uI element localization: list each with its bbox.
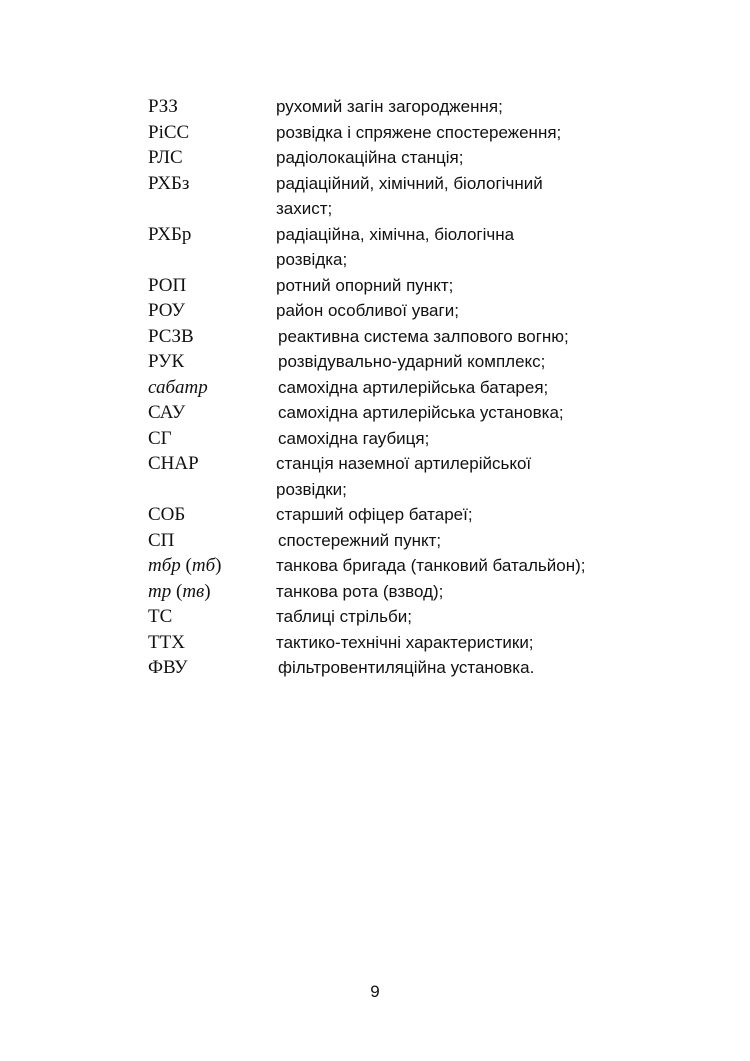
abbreviation-entry bbox=[148, 375, 708, 401]
abbreviation-entry bbox=[148, 120, 708, 146]
abbreviation-term: СНАР bbox=[148, 453, 199, 474]
abbreviation-entry bbox=[148, 349, 708, 375]
abbreviation-entry bbox=[148, 451, 708, 502]
abbreviation-entry bbox=[148, 426, 708, 452]
abbreviation-term bbox=[148, 553, 276, 579]
abbreviation-entry bbox=[148, 298, 708, 324]
abbreviation-paren-open: ( bbox=[180, 555, 192, 576]
abbreviation-definition bbox=[276, 349, 708, 375]
page-number: 9 bbox=[370, 982, 380, 1001]
definition-line: самохідна артилерійська установка; bbox=[278, 403, 564, 422]
definition-line: радіаційна, хімічна, біологічна bbox=[276, 224, 515, 244]
abbreviation-entry bbox=[148, 222, 708, 273]
abbreviation-entry bbox=[148, 145, 708, 171]
abbreviation-paren-close: ) bbox=[215, 555, 222, 576]
abbreviation-term: РОУ bbox=[148, 300, 185, 321]
abbreviation-entry bbox=[148, 502, 708, 528]
definition-line: рухомий загін загородження; bbox=[276, 97, 503, 116]
abbreviation-italic-text: сабатр bbox=[148, 376, 208, 398]
abbreviation-term: РіСС bbox=[148, 121, 190, 143]
definition-line: захист; bbox=[276, 199, 333, 218]
abbreviation-entry bbox=[148, 324, 708, 350]
abbreviation-definition bbox=[276, 145, 708, 171]
abbreviation-term: РЗЗ bbox=[148, 96, 178, 117]
abbreviation-definition bbox=[276, 120, 708, 146]
abbreviation-definition bbox=[276, 222, 708, 273]
abbreviation-entry bbox=[148, 655, 708, 681]
definition-line: тактико-технічні характеристики; bbox=[276, 632, 534, 652]
definition-line: танкова бригада (танковий батальйон); bbox=[276, 556, 586, 575]
abbreviation-definition bbox=[276, 630, 708, 656]
abbreviation-entry bbox=[148, 273, 708, 299]
definition-line: старший офіцер батареї; bbox=[276, 505, 473, 524]
abbreviation-entry bbox=[148, 171, 708, 222]
definition-line: таблиці стрільби; bbox=[276, 607, 412, 626]
abbreviation-paren-close: ) bbox=[204, 580, 211, 602]
definition-line: фільтровентиляційна установка. bbox=[278, 658, 535, 677]
abbreviation-entry bbox=[148, 630, 708, 656]
abbreviation-term bbox=[148, 375, 276, 401]
abbreviation-term: РЛС bbox=[148, 147, 183, 168]
definition-line: спостережний пункт; bbox=[278, 530, 442, 550]
abbreviation-definition bbox=[276, 324, 708, 350]
definition-line: розвідувально-ударний комплекс; bbox=[278, 352, 546, 371]
abbreviation-term: ТС bbox=[148, 606, 173, 627]
definition-line: ротний опорний пункт; bbox=[276, 275, 454, 295]
abbreviation-definition bbox=[276, 426, 708, 452]
abbreviation-term: ФВУ bbox=[148, 657, 188, 678]
definition-line: самохідна артилерійська батарея; bbox=[278, 377, 549, 397]
abbreviation-definition bbox=[276, 604, 708, 630]
abbreviation-definition bbox=[276, 451, 708, 502]
abbreviation-definition bbox=[276, 579, 708, 605]
abbreviation-term: РСЗВ bbox=[148, 325, 194, 347]
definition-line: станція наземної артилерійської bbox=[276, 454, 532, 473]
definition-line: район особливої уваги; bbox=[276, 301, 459, 320]
definition-line: розвідка і спряжене спостереження; bbox=[276, 122, 562, 142]
abbreviation-italic-text: тв bbox=[182, 580, 205, 602]
abbreviation-term: СОБ bbox=[148, 504, 186, 525]
abbreviation-entry bbox=[148, 94, 708, 120]
abbreviation-term: ТТХ bbox=[148, 631, 185, 653]
definition-line: реактивна система залпового вогню; bbox=[278, 326, 569, 346]
definition-line: розвідка; bbox=[276, 250, 348, 269]
abbreviation-italic-text: тбр bbox=[148, 555, 181, 576]
abbreviation-list bbox=[148, 94, 708, 681]
abbreviation-italic-text: тр bbox=[148, 580, 172, 602]
definition-line: танкова рота (взвод); bbox=[276, 581, 444, 601]
abbreviation-entry bbox=[148, 604, 708, 630]
abbreviation-definition bbox=[276, 400, 708, 426]
abbreviation-definition bbox=[276, 502, 708, 528]
abbreviation-term: РХБр bbox=[148, 223, 192, 245]
abbreviation-entry bbox=[148, 400, 708, 426]
abbreviation-term: РОП bbox=[148, 274, 187, 296]
abbreviation-term: СП bbox=[148, 529, 175, 551]
abbreviation-entry bbox=[148, 528, 708, 554]
abbreviation-definition bbox=[276, 171, 708, 222]
abbreviation-paren-open: ( bbox=[171, 580, 183, 602]
abbreviation-term bbox=[148, 579, 276, 605]
abbreviation-definition bbox=[276, 273, 708, 299]
abbreviation-definition bbox=[276, 655, 708, 681]
abbreviation-term: РХБз bbox=[148, 172, 190, 194]
abbreviation-term: СГ bbox=[148, 427, 172, 449]
abbreviation-term: РУК bbox=[148, 351, 185, 372]
definition-line: радіаційний, хімічний, біологічний bbox=[276, 173, 543, 193]
abbreviation-term: САУ bbox=[148, 402, 186, 423]
definition-line: самохідна гаубиця; bbox=[278, 428, 430, 448]
abbreviation-definition bbox=[276, 375, 708, 401]
abbreviation-definition bbox=[276, 553, 708, 579]
abbreviation-entry bbox=[148, 579, 708, 605]
definition-line: радіолокаційна станція; bbox=[276, 148, 464, 167]
abbreviation-definition bbox=[276, 298, 708, 324]
abbreviation-italic-text: тб bbox=[191, 555, 216, 576]
definition-line: розвідки; bbox=[276, 479, 347, 499]
abbreviation-definition bbox=[276, 94, 708, 120]
abbreviation-entry bbox=[148, 553, 708, 579]
abbreviation-definition bbox=[276, 528, 708, 554]
